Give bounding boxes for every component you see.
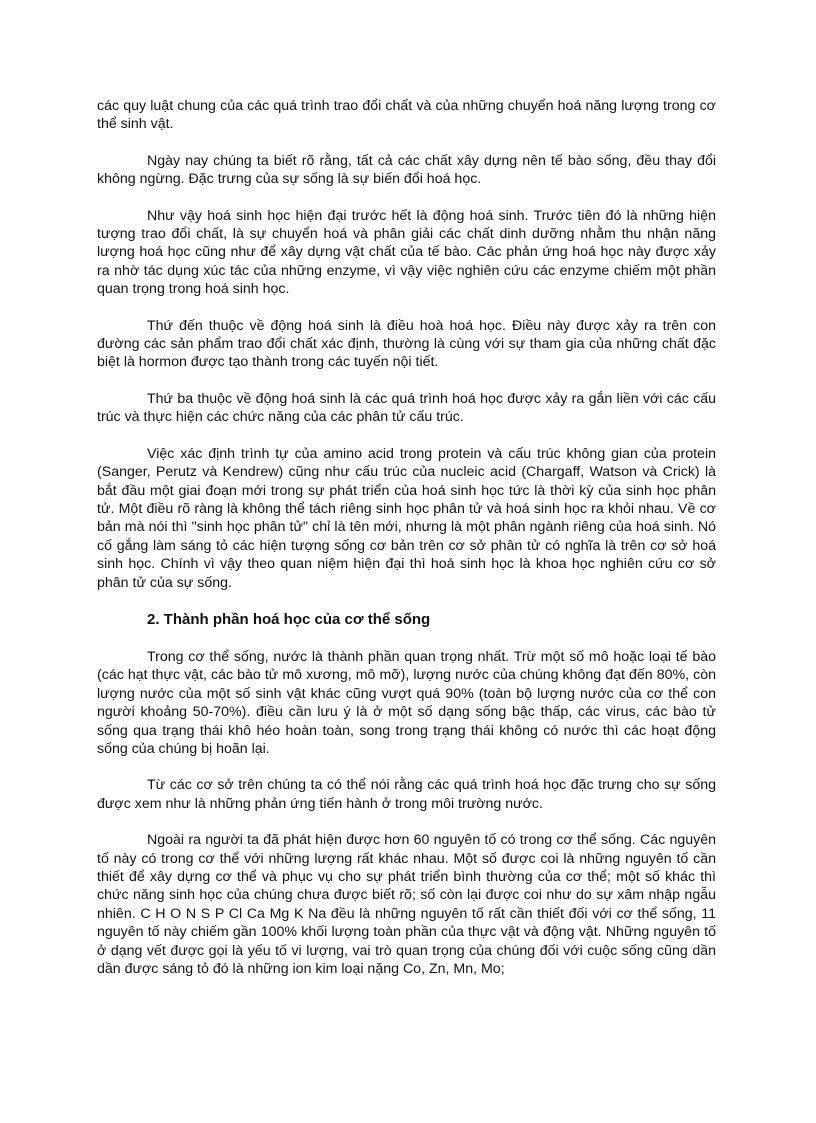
paragraph-molecular-biology: Việc xác định trình tự của amino acid trong protein và cấu trúc không gian của protein (Sanger, Perutz và Kendrew) cũng như cấu trúc của nucleic acid (Chargaff, Watson và Crick) là bắt đầu một giai đoạn mới trong sự phát triển của hoá sinh học tức là thời kỳ của sinh học phân tử. Một điều rõ ràng là không thể tách riêng sinh học phân tử và hoá sinh học ra khỏi nhau. Về cơ bản mà nói thì "sinh học phân tử" chỉ là tên mới, nhưng là một phân ngành riêng của hoá sinh. Nó cố gắng làm sáng tỏ các hiện tượng sống cơ bản trên cơ sở phân tử có nghĩa là trên cơ sở hoá sinh học. Chính vì vậy theo quan niệm hiện đại thì hoá sinh học là khoa học nghiên cứu cơ sở phân tử của sự sống. [97,445,716,591]
section-heading: 2. Thành phần hoá học của cơ thể sống [147,610,431,628]
paragraph-continuation: các quy luật chung của các quá trình trao đổi chất và của những chuyển hoá năng lượng trong cơ thể sinh vật. [97,98,716,133]
paragraph-chemical-change: Ngày nay chúng ta biết rõ rằng, tất cả các chất xây dựng nên tế bào sống, đều thay đổi không ngừng. Đặc trưng của sự sống là sự biến đổi hoá học. [97,152,716,188]
paragraph-structures: Thứ ba thuộc về động hoá sinh là các quá trình hoá học được xảy ra gắn liền với các cấu trúc và thực hiện các chức năng của các phân tử cấu trúc. [97,390,716,426]
paragraph-water: Trong cơ thể sống, nước là thành phần quan trọng nhất. Trừ một số mô hoặc loại tế bào (các hạt thực vật, các bào tử mô xương, mô mỡ), lượng nước của chúng không đạt đến 80%, còn lượng nước của một số sinh vật khác cũng vượt quá 90% (toàn bộ lượng nước của cơ thể con người khoảng 50-70%). điều cần lưu ý là ở một số dạng sống bậc thấp, các virus, các bào tử sống qua trạng thái khô héo hoàn toàn, song trong trạng thái không có nước thì các hoạt động sống của chúng bị hoãn lại. [97,648,716,757]
document-page [97,97,716,996]
paragraph-elements: Ngoài ra người ta đã phát hiện được hơn 60 nguyên tố có trong cơ thể sống. Các nguyên tố này có trong cơ thể với những lượng rất khác nhau. Một số được coi là những nguyên tố cần thiết để xây dựng cơ thể và phục vụ cho sự phát triển bình thường của cơ thể; một số khác thì chức năng sinh học của chúng chưa được biết rõ; số còn lại được coi như do sự xâm nhập ngẫu nhiên. C H O N S P Cl Ca Mg K Na đều là những nguyên tố rất cần thiết đối với cơ thể sống, 11 nguyên tố này chiếm gần 100% khối lượng toàn phần của thực vật và động vật. Những nguyên tố ở dạng vết được gọi là yếu tố vi lượng, vai trò quan trọng của chúng đối với cuộc sống cũng dần dần được sáng tỏ đó là những ion kim loại nặng Co, Zn, Mn, Mo; [97,832,716,978]
paragraph-dynamic-biochemistry: Như vậy hoá sinh học hiện đại trước hết là động hoá sinh. Trước tiên đó là những hiện tượng trao đổi chất, là sự chuyển hoá và phân giải các chất dinh dưỡng nhằm thu nhận năng lượng hoá học cũng như để xây dựng vật chất của tế bào. Các phản ứng hoá học này được xảy ra nhờ tác dụng xúc tác của những enzyme, vì vậy việc nghiên cứu các enzyme chiếm một phần quan trọng trong hoá sinh học. [97,207,716,298]
paragraph-aqueous-reactions: Từ các cơ sở trên chúng ta có thể nói rằng các quá trình hoá học đặc trưng cho sự sống được xem như là những phản ứng tiến hành ở trong môi trường nước. [97,777,716,812]
paragraph-chemical-regulation: Thứ đến thuộc về động hoá sinh là điều hoà hoá học. Điều này được xảy ra trên con đường các sản phẩm trao đổi chất xác định, thường là cùng với sự tham gia của những chất đặc biệt là hormon được tạo thành trong các tuyến nội tiết. [97,317,716,371]
